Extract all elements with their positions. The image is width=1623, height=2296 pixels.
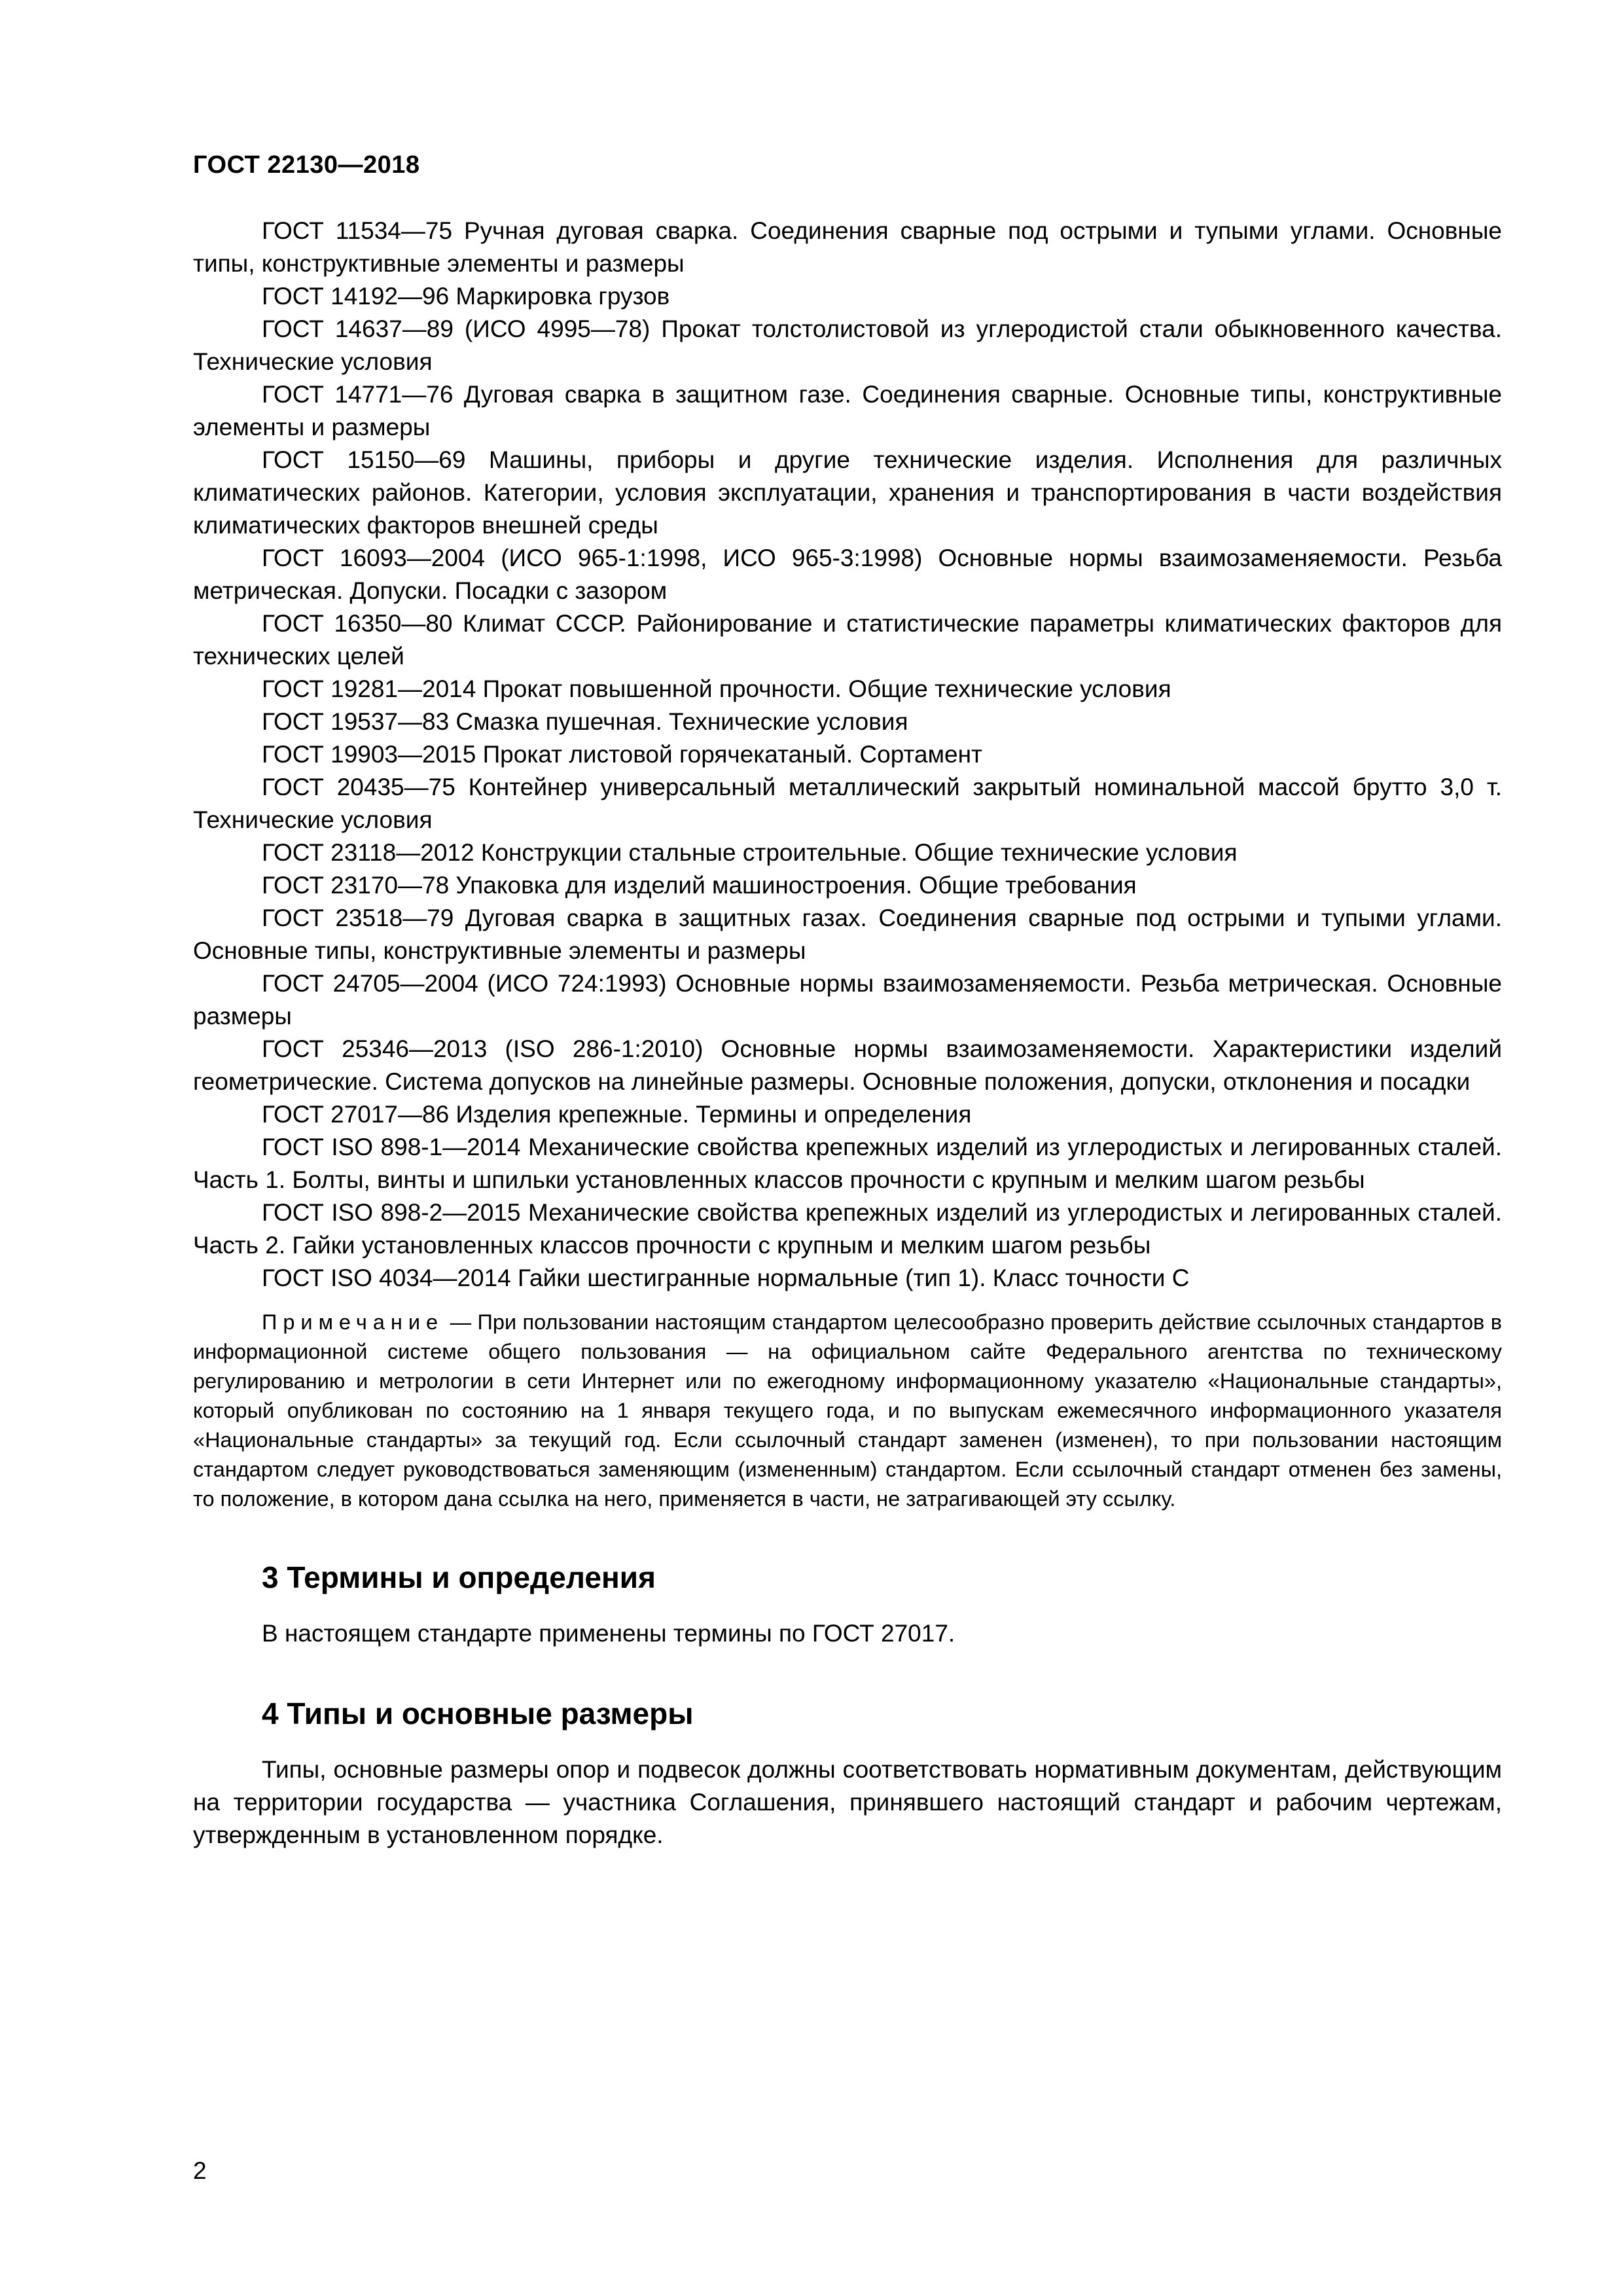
reference-item: ГОСТ 24705—2004 (ИСО 724:1993) Основные нормы взаимозаменяемости. Резьба метрическая. Основные размеры bbox=[193, 970, 1502, 1030]
section-4-heading: 4 Типы и основные размеры bbox=[262, 1696, 694, 1731]
reference-item: ГОСТ 19903—2015 Прокат листовой горячекатаный. Сортамент bbox=[262, 741, 982, 768]
reference-item: ГОСТ 16093—2004 (ИСО 965-1:1998, ИСО 965-3:1998) Основные нормы взаимозаменяемости. Резьба метрическая. Допуски. Посадки с зазором bbox=[193, 545, 1502, 604]
normative-references-list bbox=[193, 215, 1502, 1295]
reference-item: ГОСТ 14637—89 (ИСО 4995—78) Прокат толстолистовой из углеродистой стали обыкновенного качества. Технические условия bbox=[193, 315, 1502, 375]
reference-item: ГОСТ ISO 898-1—2014 Механические свойства крепежных изделий из углеродистых и легированных сталей. Часть 1. Болты, винты и шпильки установленных классов прочности с крупным и мелким шагом резьбы bbox=[193, 1134, 1502, 1193]
reference-item: ГОСТ 16350—80 Климат СССР. Районирование и статистические параметры климатических факторов для технических целей bbox=[193, 610, 1502, 670]
reference-item: ГОСТ 14771—76 Дуговая сварка в защитном газе. Соединения сварные. Основные типы, конструктивные элементы и размеры bbox=[193, 381, 1502, 440]
reference-item: ГОСТ 19281—2014 Прокат повышенной прочности. Общие технические условия bbox=[262, 675, 1171, 702]
reference-item: ГОСТ ISO 898-2—2015 Механические свойства крепежных изделий из углеродистых и легированных сталей. Часть 2. Гайки установленных классов прочности с крупным и мелким шагом резьбы bbox=[193, 1199, 1502, 1259]
section-3-heading: 3 Термины и определения bbox=[262, 1560, 656, 1594]
section-4-text: Типы, основные размеры опор и подвесок должны соответствовать нормативным документам, действующим на территории государства — участника Соглашения, принявшего настоящий стандарт и рабочим чертежам, утвержденным в установленном порядке. bbox=[193, 1756, 1502, 1848]
reference-item: ГОСТ 23170—78 Упаковка для изделий машиностроения. Общие требования bbox=[262, 872, 1137, 899]
reference-item: ГОСТ 15150—69 Машины, приборы и другие технические изделия. Исполнения для различных климатических районов. Категории, условия эксплуатации, хранения и транспортирования в части воздействия климатических факторов внешней среды bbox=[193, 446, 1502, 539]
reference-item: ГОСТ 19537—83 Смазка пушечная. Технические условия bbox=[262, 708, 908, 735]
section-3-text: В настоящем стандарте применены термины по ГОСТ 27017. bbox=[262, 1620, 955, 1647]
reference-item: ГОСТ 11534—75 Ручная дуговая сварка. Соединения сварные под острыми и тупыми углами. Основные типы, конструктивные элементы и размеры bbox=[193, 217, 1502, 277]
reference-item: ГОСТ 20435—75 Контейнер универсальный металлический закрытый номинальной массой брутто 3,0 т. Технические условия bbox=[193, 774, 1502, 833]
reference-item: ГОСТ 27017—86 Изделия крепежные. Термины и определения bbox=[262, 1101, 972, 1128]
content-area bbox=[193, 215, 1502, 1852]
reference-item: ГОСТ 14192—96 Маркировка грузов bbox=[262, 283, 670, 310]
reference-item: ГОСТ 25346—2013 (ISO 286-1:2010) Основные нормы взаимозаменяемости. Характеристики изделий геометрические. Система допусков на линейные размеры. Основные положения, допуски, отклонения и посадки bbox=[193, 1035, 1502, 1095]
page-number: 2 bbox=[193, 2157, 207, 2184]
reference-item: ГОСТ 23518—79 Дуговая сварка в защитных газах. Соединения сварные под острыми и тупыми углами. Основные типы, конструктивные элементы и размеры bbox=[193, 905, 1502, 964]
reference-item: ГОСТ 23118—2012 Конструкции стальные строительные. Общие технические условия bbox=[262, 839, 1238, 866]
document-header: ГОСТ 22130—2018 bbox=[193, 151, 420, 179]
reference-item: ГОСТ ISO 4034—2014 Гайки шестигранные нормальные (тип 1). Класс точности С bbox=[262, 1265, 1190, 1291]
note-label: Примечание bbox=[262, 1310, 444, 1334]
note-paragraph bbox=[193, 1308, 1502, 1514]
note-text: — При пользовании настоящим стандартом целесообразно проверить действие ссылочных стандартов в информационной системе общего пользования — на официальном сайте Федерального агентства по техническому регулированию и метрологии в сети Интернет или по ежегодному информационному указателю «Национальные стандарты», который опубликован по состоянию на 1 января текущего года, и по выпускам ежемесячного информационного указателя «Национальные стандарты» за текущий год. Если ссылочный стандарт заменен (изменен), то при пользовании настоящим стандартом следует руководствоваться заменяющим (измененным) стандартом. Если ссылочный стандарт отменен без замены, то положение, в котором дана ссылка на него, применяется в части, не затрагивающей эту ссылку. bbox=[193, 1310, 1502, 1511]
